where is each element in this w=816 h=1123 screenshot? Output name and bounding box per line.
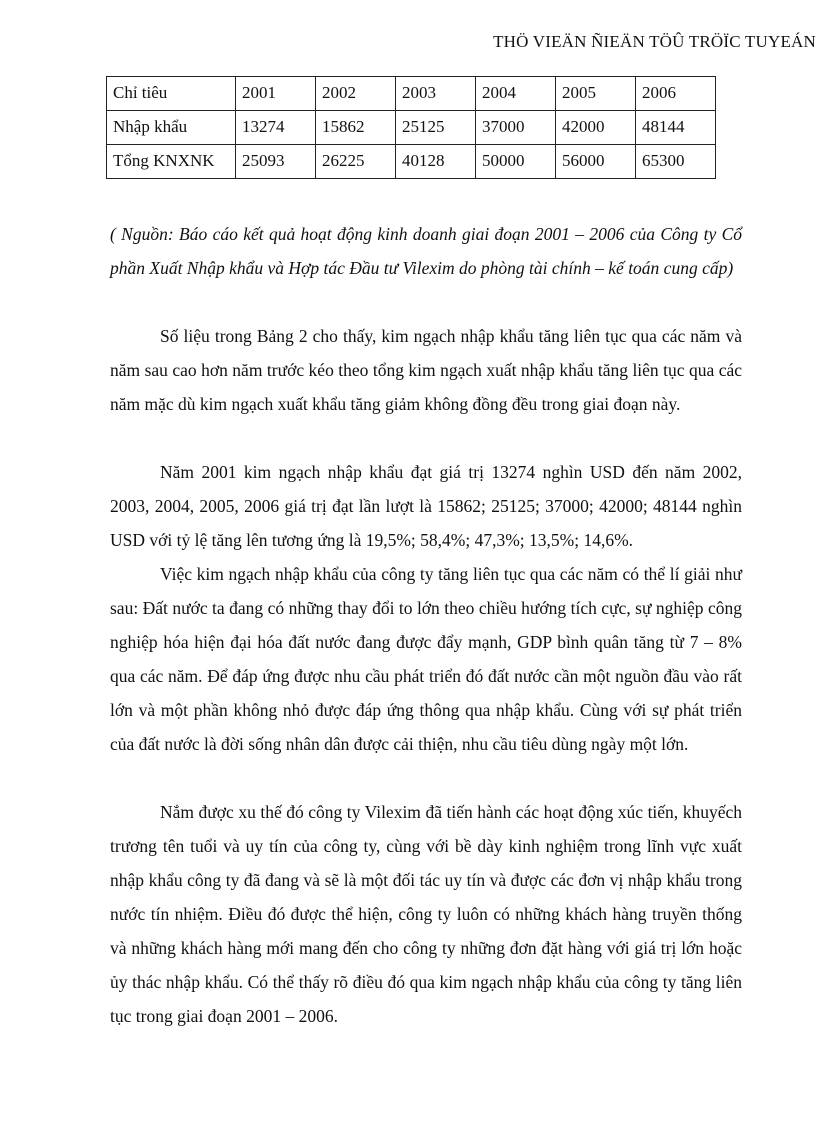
table-cell: 2002 [316,77,396,111]
source-note: ( Nguồn: Báo cáo kết quả hoạt động kinh doanh giai đoạn 2001 – 2006 của Công ty Cổ phần Xuất Nhập khẩu và Hợp tác Đầu tư Vilexim do phòng tài chính – kế toán cung cấp) [110,224,742,278]
table-row [107,111,716,145]
table-cell: 2006 [636,77,716,111]
body-paragraph: Việc kim ngạch nhập khẩu của công ty tăng liên tục qua các năm có thể lí giải như sau: Đất nước ta đang có những thay đổi to lớn theo chiều hướng tích cực, sự nghiệp công nghiệp hóa hiện đại hóa đất nước đang được đẩy mạnh, GDP bình quân tăng từ 7 – 8% qua các năm. Để đáp ứng được nhu cầu phát triển đó đất nước cần một nguồn đầu vào rất lớn và một phần không nhỏ được đáp ứng thông qua nhập khẩu. Cùng với sự phát triển của đất nước là đời sống nhân dân được cải thiện, nhu cầu tiêu dùng ngày một lớn. [110,564,742,754]
table-cell: 37000 [476,111,556,145]
table-cell: 2005 [556,77,636,111]
table-cell: 25093 [236,145,316,179]
table-row [107,145,716,179]
table-cell: 25125 [396,111,476,145]
table-cell: 50000 [476,145,556,179]
table-cell: Chỉ tiêu [107,77,236,111]
table-cell: Nhập khẩu [107,111,236,145]
table-cell: 65300 [636,145,716,179]
body-paragraph: Số liệu trong Bảng 2 cho thấy, kim ngạch nhập khẩu tăng liên tục qua các năm và năm sau cao hơn năm trước kéo theo tổng kim ngạch xuất nhập khẩu tăng liên tục qua các năm mặc dù kim ngạch xuất khẩu tăng giảm không đồng đều trong giai đoạn này. [110,326,742,414]
body-paragraph: Nắm được xu thế đó công ty Vilexim đã tiến hành các hoạt động xúc tiến, khuyếch trương tên tuổi và uy tín của công ty, cùng với bề dày kinh nghiệm trong lĩnh vực xuất nhập khẩu công ty đã đang và sẽ là một đối tác uy tín và được các đơn vị nhập khẩu trong nước tín nhiệm. Điều đó được thể hiện, công ty luôn có những khách hàng truyền thống và những khách hàng mới mang đến cho công ty những đơn đặt hàng với giá trị lớn hoặc ủy thác nhập khẩu. Có thể thấy rõ điều đó qua kim ngạch nhập khẩu của công ty tăng liên tục trong giai đoạn 2001 – 2006. [110,802,742,1026]
table-cell: 13274 [236,111,316,145]
page-header: THÖ VIEÄN ÑIEÄN TÖÛ TRÖÏC TUYEÁN [493,32,816,51]
table-cell: 26225 [316,145,396,179]
table-cell: 2001 [236,77,316,111]
table-cell: 40128 [396,145,476,179]
table-cell: Tổng KNXNK [107,145,236,179]
table-cell: 2004 [476,77,556,111]
table-cell: 56000 [556,145,636,179]
body-paragraph: Năm 2001 kim ngạch nhập khẩu đạt giá trị 13274 nghìn USD đến năm 2002, 2003, 2004, 2005, 2006 giá trị đạt lần lượt là 15862; 25125; 37000; 42000; 48144 nghìn USD với tỷ lệ tăng lên tương ứng là 19,5%; 58,4%; 47,3%; 13,5%; 14,6%. [110,462,742,550]
table-header-row [107,77,716,111]
table-cell: 48144 [636,111,716,145]
table-cell: 42000 [556,111,636,145]
table-cell: 15862 [316,111,396,145]
data-table [106,76,716,179]
table-cell: 2003 [396,77,476,111]
